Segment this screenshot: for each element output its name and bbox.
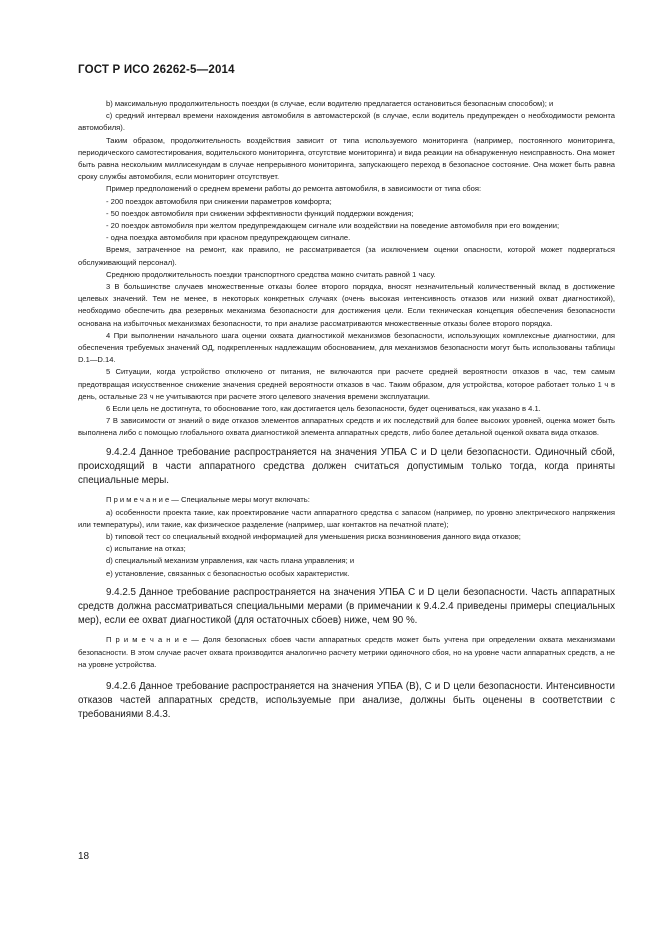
note-6: 6 Если цель не достигнута, то обоснование того, как достигается цель безопасности, будет оцениваться, как указано в 4.1. (106, 404, 541, 414)
example-intro: Пример предположений о среднем времени работы до ремонта автомобиля, в зависимости от типа сбоя: (106, 184, 482, 194)
note-7: 7 В зависимости от знаний о виде отказов элементов аппаратных средств и их последствий для более высоких уровней, оценка может быть выполнена либо с помощью глобального охвата диагностикой элемента аппаратных средств, либо более детальной оценкой охвата вида отказов. (78, 416, 615, 438)
clause-9-4-2-5: 9.4.2.5 Данное требование распространяется на значения УПБА C и D цели безопасности. Часть аппаратных средств должна рассматриваться специальными мерами (в примечании к 9.4.2.4 приведены примеры специальных мер), если ее охват диагностикой (для остаточных сбоев) ниже, чем 90 %. (78, 586, 615, 627)
measure-c: c) испытание на отказ; (106, 544, 186, 554)
measure-d: d) специальный механизм управления, как часть плана управления; и (106, 556, 355, 566)
measure-a: a) особенности проекта такие, как проектирование части аппаратного средства с запасом (например, по уровню электрического напряжения или температуры), или такие, как физическое разделение (например, шаг контактов на печатной плате); (78, 507, 615, 529)
list-item-c: c) средний интервал времени нахождения автомобиля в автомастерской (в случае, если водитель предупрежден о необходимости ремонта автомобиля). (78, 111, 615, 133)
page-number: 18 (78, 851, 90, 862)
example-item-2: - 50 поездок автомобиля при снижении эффективности функций поддержки вождения; (106, 208, 414, 218)
repair-time-paragraph: Время, затраченное на ремонт, как правило, не рассматривается (за исключением оценки опасности, которой может подвергаться обслуживающий персонал). (78, 245, 615, 267)
page-header-title: ГОСТ Р ИСО 26262-5—2014 (78, 64, 235, 76)
example-item-3: - 20 поездок автомобиля при желтом предупреждающем сигнале или воздействии на поведение автомобиля при его вождении; (106, 221, 560, 231)
note-special-measures: П р и м е ч а н и е — Специальные меры могут включать: (106, 495, 310, 505)
document-body (78, 98, 615, 723)
list-item-b: b) максимальную продолжительность поездки (в случае, если водителю предлагается остановиться безопасным способом); и (106, 99, 554, 108)
measure-e: e) установление, связанных с безопасностью особых характеристик. (106, 568, 350, 578)
note-3: 3 В большинстве случаев множественные отказы более второго порядка, вносят незначительный количественный вклад в достижение целевых значений. Тем не менее, в некоторых конкретных случаях (очень высокая интенсивность отказов или низкий охват диагностикой), необходимо обеспечить два резервных механизма безопасности для достижения цели. Если техническая концепция обеспечения безопасности основана на избыточных механизмах безопасности, то при анализе рассматриваются множественные отказы более второго порядка. (78, 282, 615, 328)
trip-duration-paragraph: Среднюю продолжительность поездки транспортного средства можно считать равной 1 часу. (106, 269, 436, 279)
example-item-1: - 200 поездок автомобиля при снижении параметров комфорта; (106, 196, 332, 206)
example-item-4: - одна поездка автомобиля при красном предупреждающем сигнале. (106, 233, 351, 243)
note-4: 4 При выполнении начального шага оценки охвата диагностикой механизмов безопасности, использующих комплексные диагностики, для обеспечения требуемых значений ОД, подкрепленных надлежащим обоснованием, для механизмов безопасности могут быть использованы таблицы D.1—D.14. (78, 330, 615, 365)
note-safe-faults: П р и м е ч а н и е — Доля безопасных сбоев части аппаратных средств может быть учтена при определении охвата механизмами безопасности. В этом случае расчет охвата производится аналогично расчету метрики одиночного сбоя, но на уровне части аппаратных средств, а не на уровне устройства. (78, 635, 615, 669)
clause-9-4-2-6: 9.4.2.6 Данное требование распространяется на значения УПБА (B), C и D цели безопасности. Интенсивности отказов частей аппаратных средств, используемые при анализе, должны быть оценены в соответствии с требованиями 8.4.3. (78, 680, 615, 721)
note-5: 5 Ситуации, когда устройство отключено от питания, не включаются при расчете средней вероятности отказов в час, тем самым предотвращая искусственное снижение значения средней вероятности отказов в час. Таким образом, для устройства, которое работает только 1 ч в день, остальные 23 ч не учитываются при расчете этого целевого значения времени эксплуатации. (78, 367, 615, 401)
exposure-paragraph: Таким образом, продолжительность воздействия зависит от типа используемого мониторинга (например, постоянного мониторинга, периодического самотестирования, водительского мониторинга, отсутствие мониторинга) и вида реакции на обнаруженную неисправность. Она может быть равна нескольким миллисекундам в случае непрерывного мониторинга, запускающего переход в безопасное состояние. Она может быть равна сроку службы автомобиля, если мониторинг отсутствует. (78, 135, 615, 182)
measure-b: b) типовой тест со специальный входной информацией для уменьшения риска возникновения данного вида отказов; (106, 531, 521, 541)
clause-9-4-2-4: 9.4.2.4 Данное требование распространяется на значения УПБА C и D цели безопасности. Одиночный сбой, происходящий в части аппаратного средства должен считаться допустимым только тогда, когда приняты специальные меры. (78, 446, 615, 487)
